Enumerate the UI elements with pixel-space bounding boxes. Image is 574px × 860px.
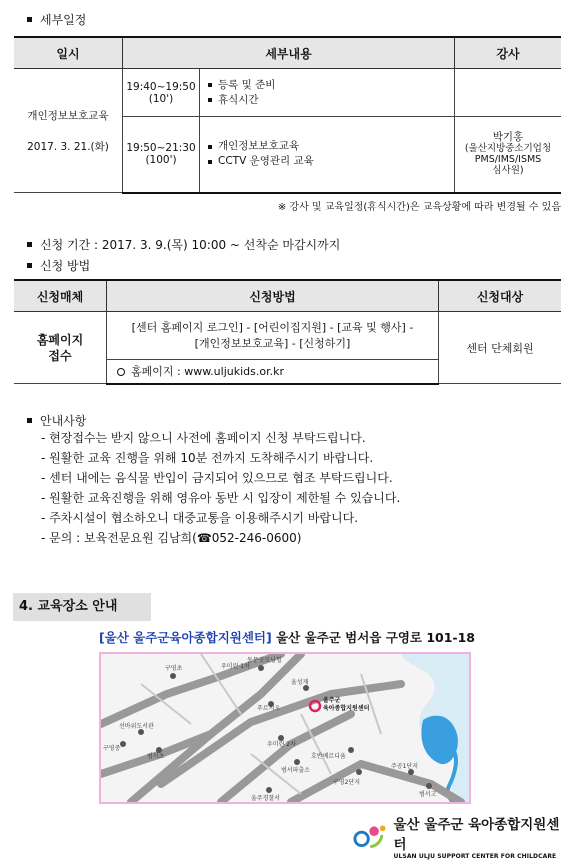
map-label: 울성재 bbox=[291, 679, 309, 686]
list-item: - 원활한 교육진행을 위해 영유아 동반 시 입장이 제한될 수 있습니다. bbox=[41, 491, 401, 505]
map-label: 푸르지오 bbox=[257, 705, 281, 712]
schedule-heading: 세부일정 bbox=[27, 11, 86, 28]
list-item: 휴식시간 bbox=[208, 93, 453, 108]
map-label: 육아종합지원센터 bbox=[323, 705, 370, 712]
details-cell bbox=[200, 117, 455, 193]
map-label: 범서초 bbox=[147, 753, 165, 760]
map-image bbox=[101, 654, 469, 802]
map-label: 울주경찰서 bbox=[251, 795, 280, 802]
map-label: 범서고 bbox=[419, 791, 437, 798]
square-bullet-icon bbox=[27, 242, 32, 247]
map-label: 구영초 bbox=[165, 665, 183, 672]
map-label: 주공1단지 bbox=[391, 763, 419, 770]
list-item: - 센터 내에는 음식물 반입이 금지되어 있으므로 협조 부탁드립니다. bbox=[41, 471, 393, 485]
address-line bbox=[0, 628, 574, 646]
course-cell bbox=[14, 69, 123, 193]
header-instructor: 강사 bbox=[455, 37, 562, 69]
website-cell bbox=[107, 360, 439, 384]
schedule-note: ※ 강사 및 교육일정(휴식시간)은 교육상황에 따라 변경될 수 있음 bbox=[277, 202, 561, 213]
list-item: - 주차시설이 협소하오니 대중교통을 이용해주시기 바랍니다. bbox=[41, 511, 359, 525]
map-label: 구영중 bbox=[103, 745, 121, 752]
course-name: 개인정보보호교육 bbox=[27, 109, 109, 122]
notice-list bbox=[41, 428, 400, 548]
application-period: 신청 기간 : 2017. 3. 9.(목) 10:00 ~ 선착순 마감시까지 bbox=[27, 236, 340, 253]
map-label: 호반베르디움 bbox=[311, 753, 346, 760]
map-label: 구영2단지 bbox=[333, 779, 361, 786]
center-logo-icon bbox=[353, 821, 388, 851]
map-label: 동문굿모닝힐 bbox=[247, 657, 282, 664]
map-label: 우미린 2차 bbox=[267, 741, 296, 748]
notice-heading: 안내사항 bbox=[27, 412, 86, 429]
center-name: [울산 울주군육아종합지원센터] bbox=[98, 630, 272, 645]
time-cell: 19:50~21:30 (100') bbox=[123, 117, 200, 193]
instructor-cell: 박기홍 (울산지방중소기업청 PMS/IMS/ISMS 심사원) bbox=[455, 117, 562, 193]
target-cell: 센터 단체회원 bbox=[439, 312, 562, 384]
details-cell bbox=[200, 69, 455, 117]
center-english-name: ULSAN ULJU SUPPORT CENTER FOR CHILDCARE bbox=[393, 852, 557, 860]
location-map bbox=[99, 652, 471, 804]
course-date: 2017. 3. 21.(화) bbox=[27, 140, 109, 153]
map-label: 우미린 1차 bbox=[221, 663, 250, 670]
schedule-table bbox=[14, 36, 561, 194]
header-method: 신청방법 bbox=[107, 280, 439, 312]
steps-cell: [센터 홈페이지 로그인] - [어린이집지원] - [교육 및 행사] - [개인정보보호교육] - [신청하기] bbox=[107, 312, 439, 360]
header-details: 세부내용 bbox=[123, 37, 455, 69]
header-medium: 신청매체 bbox=[14, 280, 107, 312]
map-label: 선바위도서관 bbox=[119, 723, 154, 730]
header-datetime: 일시 bbox=[14, 37, 123, 69]
website-link[interactable]: 홈페이지 : www.uljukids.or.kr bbox=[131, 365, 285, 379]
instructor-empty-cell bbox=[455, 69, 562, 117]
footer-logo bbox=[353, 816, 565, 860]
list-item: - 원활한 교육 진행을 위해 10분 전까지 도착해주시기 바랍니다. bbox=[41, 451, 374, 465]
map-label: 울주군 bbox=[323, 697, 341, 704]
list-item: 개인정보보호교육 bbox=[208, 139, 453, 154]
center-name-logo: 울산 울주군 육아종합지원센터 bbox=[393, 816, 560, 853]
circle-bullet-icon bbox=[117, 368, 125, 376]
map-label: 범서파출소 bbox=[281, 767, 310, 774]
section-title: 4. 교육장소 안내 bbox=[13, 593, 151, 621]
time-cell: 19:40~19:50 (10') bbox=[123, 69, 200, 117]
address: 울산 울주군 범서읍 구영로 101-18 bbox=[276, 630, 476, 645]
square-bullet-icon bbox=[27, 17, 32, 22]
list-item: CCTV 운영관리 교육 bbox=[208, 154, 453, 169]
application-method-heading: 신청 방법 bbox=[27, 257, 90, 274]
list-item: - 문의 : 보육전문요원 김남희(☎052-246-0600) bbox=[41, 531, 302, 545]
application-table bbox=[14, 279, 561, 385]
square-bullet-icon bbox=[27, 263, 32, 268]
list-item: - 현장접수는 받지 않으니 사전에 홈페이지 신청 부탁드립니다. bbox=[41, 431, 366, 445]
medium-cell: 홈페이지 접수 bbox=[14, 312, 107, 384]
square-bullet-icon bbox=[27, 418, 32, 423]
list-item: 등록 및 준비 bbox=[208, 78, 453, 93]
header-target: 신청대상 bbox=[439, 280, 562, 312]
